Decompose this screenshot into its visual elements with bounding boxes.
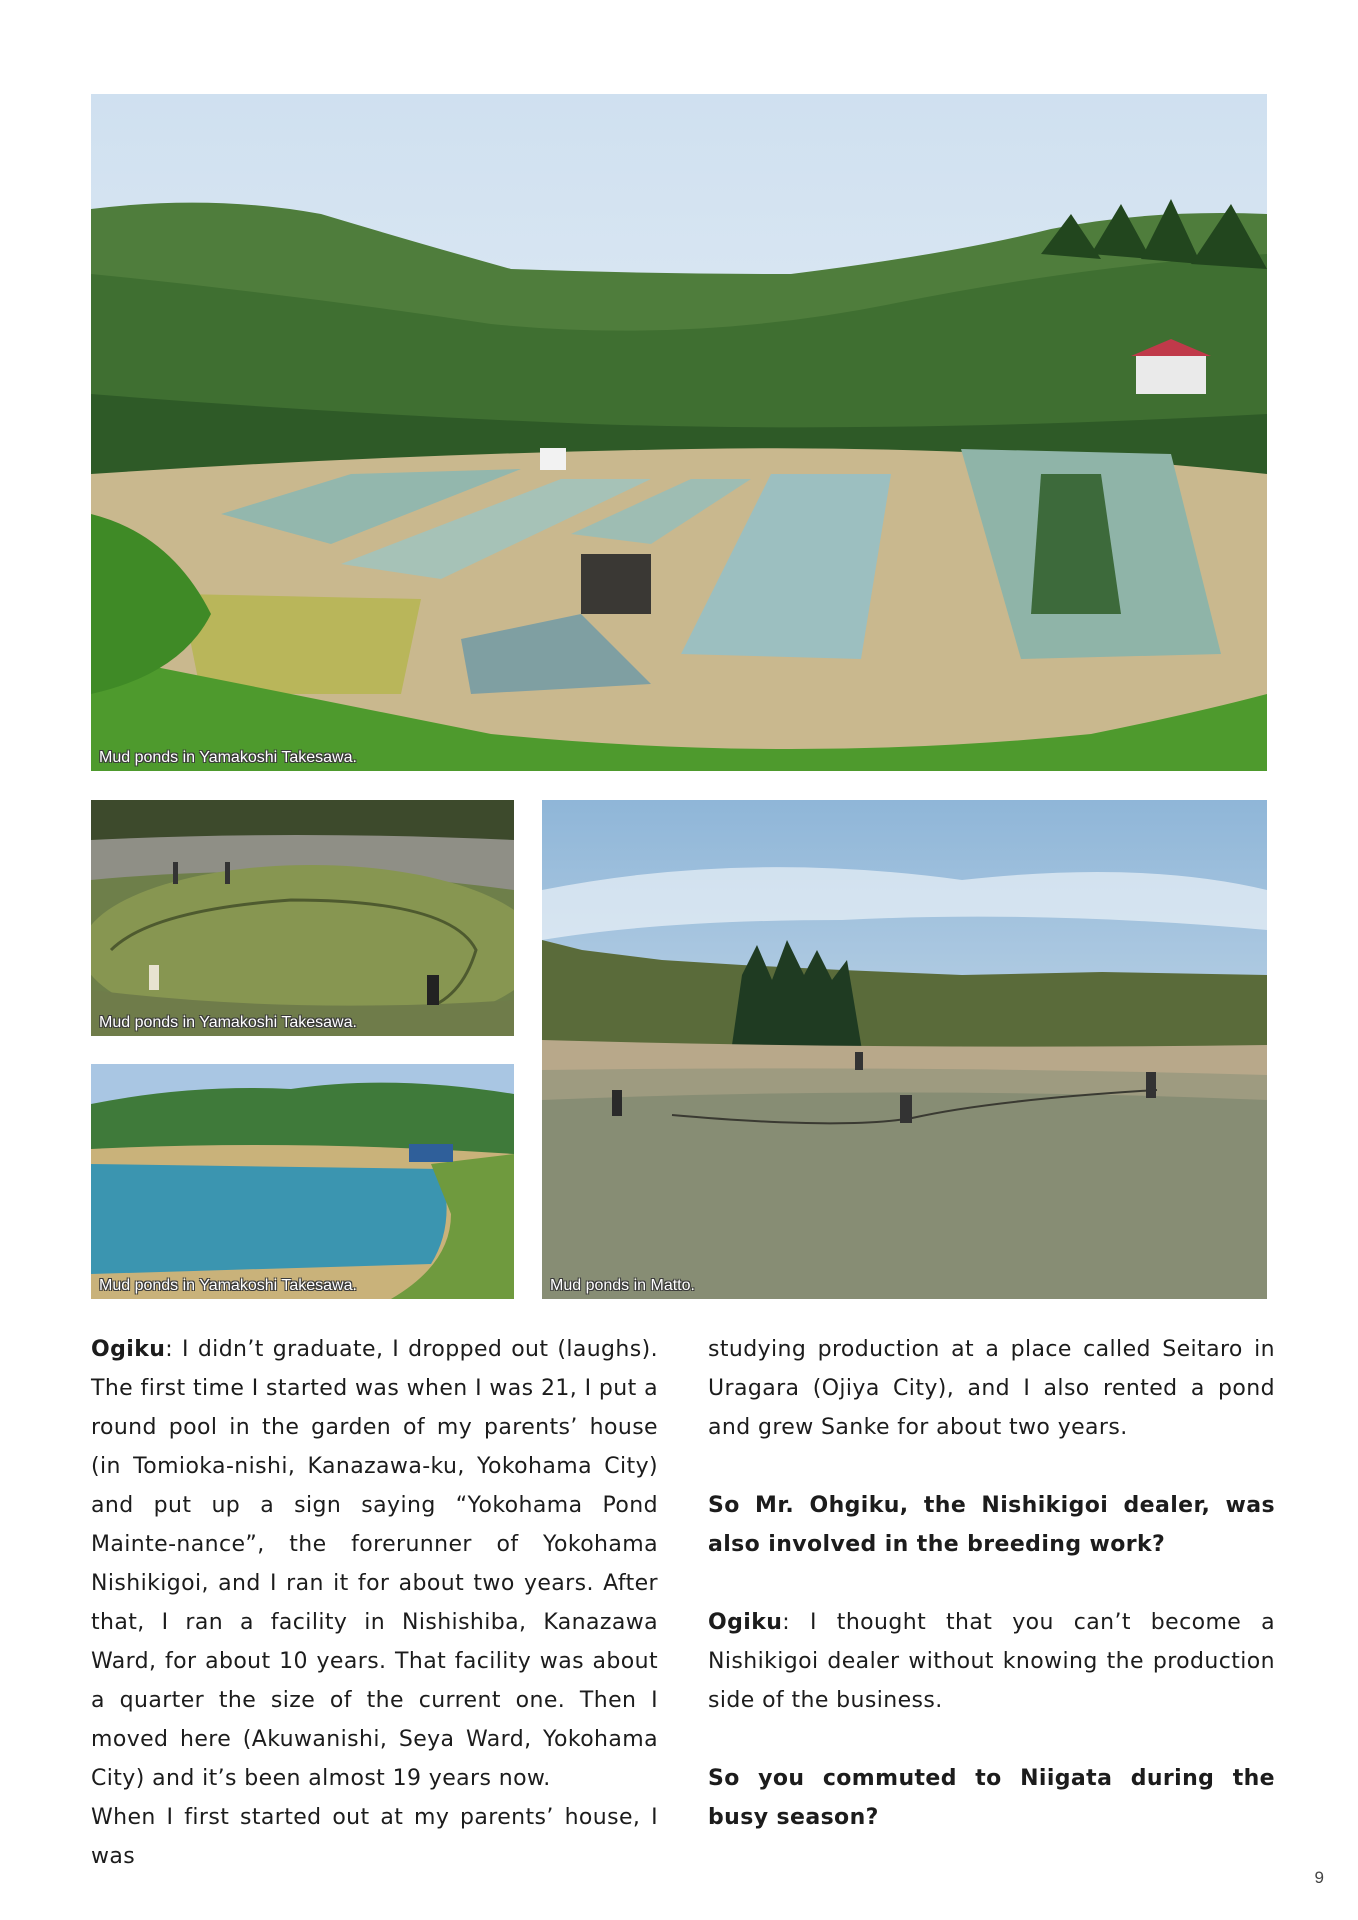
- paragraph: When I first started out at my parents’ house, I was: [91, 1805, 658, 1869]
- paragraph-text: : I thought that you can’t become a Nishikigoi dealer without knowing the production side of the business.: [708, 1610, 1275, 1713]
- photo-caption: Mud ponds in Matto.: [550, 1277, 695, 1294]
- speaker-name: Ogiku: [708, 1610, 783, 1635]
- photo-caption: Mud ponds in Yamakoshi Takesawa.: [99, 1014, 357, 1031]
- article-column-left: [91, 1330, 658, 1876]
- speaker-name: Ogiku: [91, 1337, 166, 1362]
- page-number: 9: [1314, 1868, 1324, 1887]
- photo-mud-ponds-matto: [542, 800, 1267, 1299]
- paragraph: studying production at a place called Seitaro in Uragara (Ojiya City), and I also rented a pond and grew Sanke for about two years.: [708, 1337, 1275, 1440]
- interview-question: So Mr. Ohgiku, the Nishikigoi dealer, was also involved in the breeding work?: [708, 1493, 1275, 1557]
- photo-caption: Mud ponds in Yamakoshi Takesawa.: [99, 1277, 357, 1294]
- interview-question: So you commuted to Niigata during the busy season?: [708, 1766, 1275, 1830]
- photo-mud-ponds-yamakoshi-top: [91, 94, 1267, 771]
- photo-mud-ponds-yamakoshi-pond: [91, 1064, 514, 1299]
- photo-mud-ponds-yamakoshi-netting: [91, 800, 514, 1036]
- photo-caption: Mud ponds in Yamakoshi Takesawa.: [99, 749, 357, 766]
- paragraph: [91, 1330, 658, 1798]
- paragraph: [708, 1603, 1275, 1720]
- article-column-right: [708, 1330, 1275, 1837]
- paragraph-text: : I didn’t graduate, I dropped out (laughs). The first time I started was when I was 21, I put a round pool in the garden of my parents’ house (in Tomioka-nishi, Kanazawa-ku, Yokohama City) and put up a sign saying “Yokohama Pond Mainte-nance”, the forerunner of Yokohama Nishikigoi, and I ran it for about two years. After that, I ran a facility in Nishishiba, Kanazawa Ward, for about 10 years. That facility was about a quarter the size of the current one. Then I moved here (Akuwanishi, Seya Ward, Yokohama City) and it’s been almost 19 years now.: [91, 1337, 658, 1791]
